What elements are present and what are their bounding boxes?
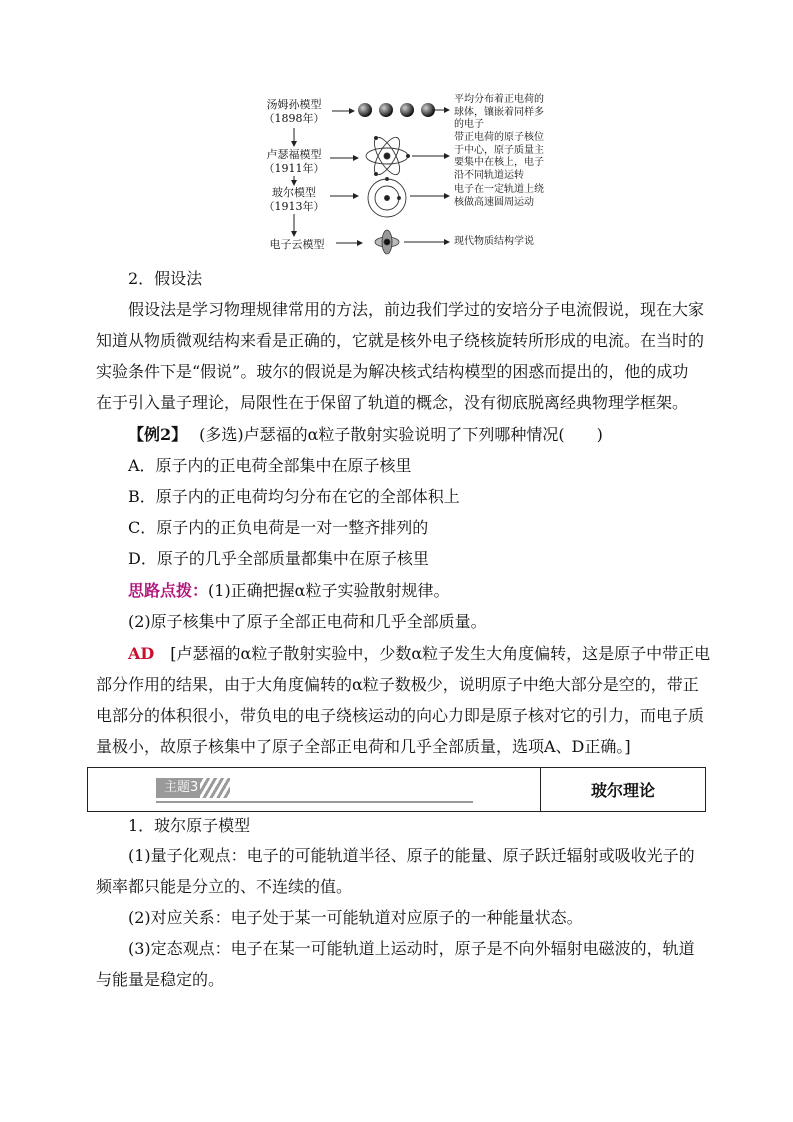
bohr-p1-line-2: 频率都只能是分立的、不连续的值。	[96, 877, 353, 896]
bohr-p3-line-2: 与能量是稳定的。	[96, 970, 225, 989]
section2-para-line-3: 实验条件下是“假说”。玻尔的假说是为解决核式结构模型的困惑而提出的，他的成功	[96, 362, 689, 381]
option-a: A．原子内的正电荷全部集中在原子核里	[128, 456, 412, 475]
example-question: (多选)卢瑟福的α粒子散射实验说明了下列哪种情况( )	[199, 425, 603, 444]
model-name-thomson: 汤姆孙模型	[266, 98, 322, 111]
section2-para-line-1: 假设法是学习物理规律常用的方法，前边我们学过的安培分子电流假说，现在大家	[128, 300, 705, 319]
model-year-thomson: （1898年）	[263, 112, 325, 125]
bohr-p3-line-1: (3)定态观点：电子在某一可能轨道上运动时，原子是不向外辐射电磁波的，轨道	[128, 939, 695, 958]
electron-cloud-desc: 现代物质结构学说	[454, 236, 534, 247]
rutherford-atom-icon	[366, 134, 410, 178]
topic-tag-cell	[88, 768, 541, 811]
rutherford-desc-2: 于中心，原子质量主	[454, 144, 544, 156]
rutherford-desc-3: 要集中在核上，电子	[454, 157, 544, 168]
answer-label: AD	[128, 644, 155, 663]
bohr-atom-icon	[368, 178, 406, 218]
topic-header-box	[87, 767, 706, 812]
analysis-line-2: 部分作用的结果，由于大角度偏转的α粒子数极少，说明原子中绝大部分是空的，带正	[96, 675, 699, 694]
example-question-line	[128, 424, 603, 446]
bohr-desc-1: 电子在一定轨道上绕	[454, 184, 544, 195]
analysis-line-3: 电部分的体积很小，带负电的电子绕核运动的向心力即是原子核对它的引力，而电子质	[96, 706, 705, 725]
model-name-electron-cloud: 电子云模型	[269, 238, 325, 251]
section2-para-line-4: 在于引入量子理论，局限性在于保留了轨道的概念，没有彻底脱离经典物理学框架。	[96, 393, 689, 412]
option-c: C．原子内的正负电荷是一对一整齐排列的	[128, 518, 429, 537]
electron-cloud-icon	[375, 230, 399, 254]
topic-tag-rule	[156, 801, 473, 803]
option-d: D．原子的几乎全部质量都集中在原子核里	[128, 549, 429, 568]
topic-title: 玻尔理论	[590, 781, 655, 800]
thomson-desc-1: 平均分布着正电荷的	[454, 94, 544, 105]
analysis-line-1	[128, 643, 710, 665]
rutherford-desc-4: 沿不同轨道运转	[454, 169, 524, 181]
model-name-rutherford: 卢瑟福模型	[266, 148, 322, 161]
section2-heading: 2．假设法	[128, 269, 203, 288]
analysis-line-4: 量极小，故原子核集中了原子全部正电荷和几乎全部质量，选项A、D正确。]	[96, 737, 631, 756]
example-label: 【例2】	[128, 425, 188, 444]
section2-para-line-2: 知道从物质微观结构来看是正确的，它就是核外电子绕核旋转所形成的电流。在当时的	[96, 331, 705, 350]
bohr-p2: (2)对应关系：电子处于某一可能轨道对应原子的一种能量状态。	[128, 908, 583, 927]
hint-line-1	[128, 580, 450, 602]
bohr-p1-line-1: (1)量子化观点：电子的可能轨道半径、原子的能量、原子跃迁辐射或吸收光子的	[128, 846, 695, 865]
model-year-rutherford: （1911年）	[263, 162, 325, 175]
topic-tag-stripes	[200, 778, 230, 798]
rutherford-desc-1: 带正电荷的原子核位	[454, 132, 544, 143]
bohr-desc-2: 核做高速圆周运动	[454, 196, 534, 208]
model-name-bohr: 玻尔模型	[272, 186, 316, 199]
bohr-heading: 1．玻尔原子模型	[128, 816, 251, 835]
hint-1: (1)正确把握α粒子实验散射规律。	[208, 581, 450, 600]
atomic-models-diagram	[262, 90, 562, 260]
analysis-1: [卢瑟福的α粒子散射实验中，少数α粒子发生大角度偏转，这是原子中带正电	[170, 644, 711, 663]
option-b: B．原子内的正电荷均匀分布在它的全部体积上	[128, 487, 460, 506]
model-year-bohr: （1913年）	[263, 200, 325, 213]
thomson-atom-icon	[358, 103, 435, 117]
hint-2: (2)原子核集中了原子全部正电荷和几乎全部质量。	[128, 612, 487, 631]
thomson-desc-3: 的电子	[454, 119, 484, 130]
hint-label: 思路点拨：	[128, 581, 209, 600]
thomson-desc-2: 球体，镶嵌着同样多	[454, 106, 544, 118]
topic-tag: 主题3	[156, 778, 206, 798]
